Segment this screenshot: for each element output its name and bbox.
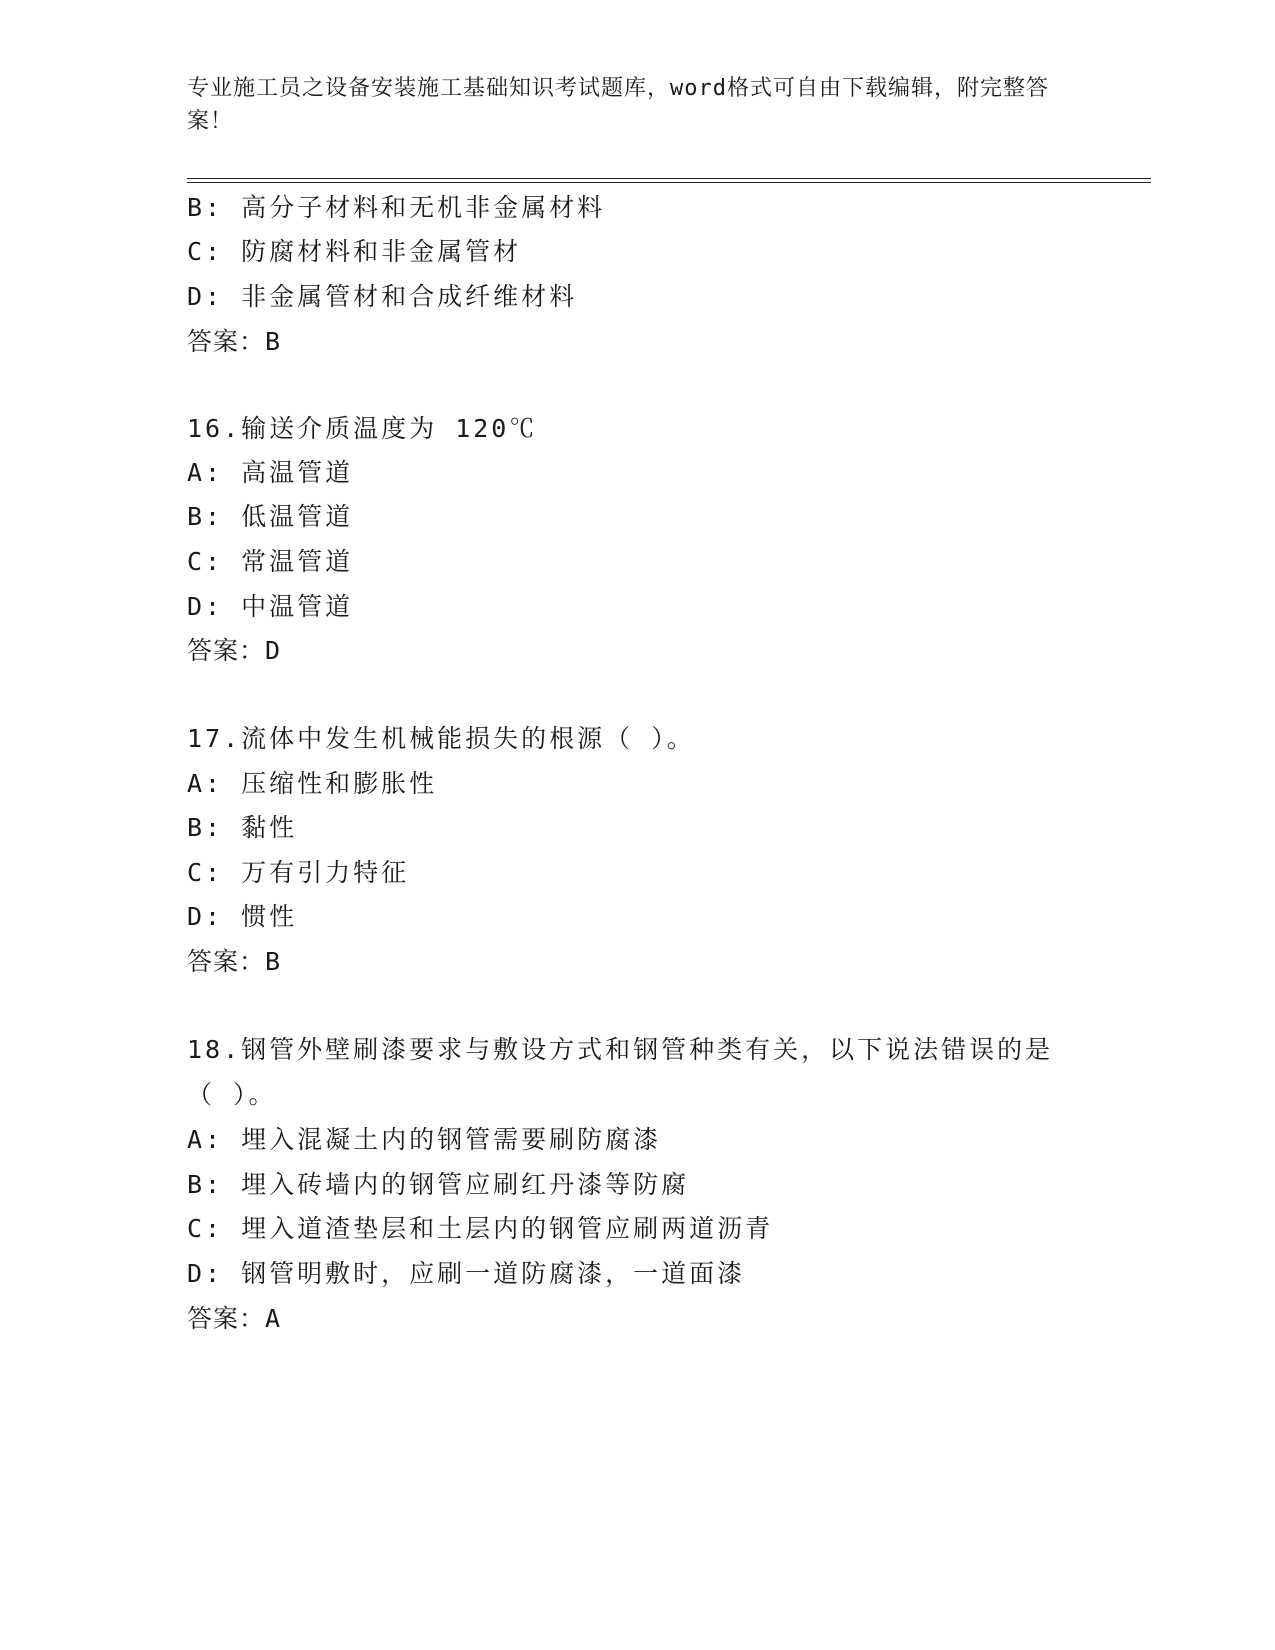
answer: 答案：B <box>187 947 282 976</box>
option-c: C: 常温管道 <box>187 547 354 576</box>
option-c: C: 万有引力特征 <box>187 858 410 887</box>
document-header: 专业施工员之设备安装施工基础知识考试题库，word格式可自由下载编辑，附完整答案！ <box>187 76 1049 134</box>
answer: 答案：A <box>187 1304 282 1333</box>
option-d: D: 惯性 <box>187 902 298 931</box>
option-a: A: 埋入混凝土内的钢管需要刷防腐漆 <box>187 1125 662 1154</box>
option-d: D: 非金属管材和合成纤维材料 <box>187 282 578 311</box>
option-a: A: 高温管道 <box>187 458 354 487</box>
option-c: C: 防腐材料和非金属管材 <box>187 237 522 266</box>
question-stem-continued: （ ）。 <box>187 1080 277 1109</box>
header-divider-bottom <box>187 182 1151 183</box>
question-stem: 17.流体中发生机械能损失的根源（ ）。 <box>187 724 695 753</box>
option-b: B: 高分子材料和无机非金属材料 <box>187 193 606 222</box>
header-divider-top <box>187 178 1151 179</box>
question-stem: 16.输送介质温度为 120℃ <box>187 414 538 443</box>
answer: 答案：B <box>187 327 282 356</box>
option-c: C: 埋入道渣垫层和土层内的钢管应刷两道沥青 <box>187 1214 774 1243</box>
option-a: A: 压缩性和膨胀性 <box>187 769 438 798</box>
option-b: B: 黏性 <box>187 813 298 842</box>
question-stem: 18.钢管外壁刷漆要求与敷设方式和钢管种类有关，以下说法错误的是 <box>187 1035 1054 1064</box>
answer: 答案：D <box>187 636 282 665</box>
option-b: B: 埋入砖墙内的钢管应刷红丹漆等防腐 <box>187 1170 690 1199</box>
option-b: B: 低温管道 <box>187 502 354 531</box>
option-d: D: 钢管明敷时，应刷一道防腐漆，一道面漆 <box>187 1259 746 1288</box>
option-d: D: 中温管道 <box>187 592 354 621</box>
